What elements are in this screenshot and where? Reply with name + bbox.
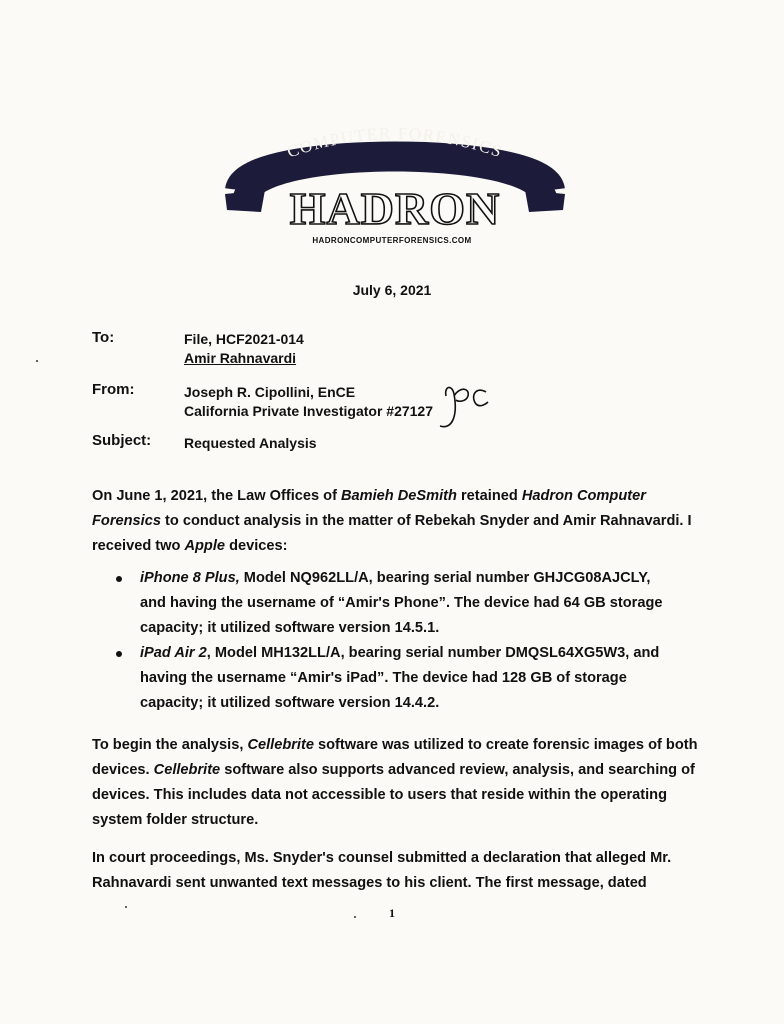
from-label: From:: [92, 381, 135, 398]
subject-value: Requested Analysis: [184, 435, 317, 451]
to-label: To:: [92, 329, 115, 346]
logo-name: HADRON: [289, 183, 501, 234]
hadron-logo: [225, 120, 565, 250]
device-name: iPhone 8 Plus,: [140, 570, 240, 586]
paragraph-engagement: On June 1, 2021, the Law Offices of Bamieh DeSmith retained Hadron Computer Forensics to conduct analysis in the matter of Rebekah Snyder and Amir Rahnavardi. I received two Apple devices:: [92, 488, 692, 554]
logo-arc-text: COMPUTER FORENSICS: [284, 123, 506, 162]
list-item-iphone: iPhone 8 Plus, Model NQ962LL/A, bearing serial number GHJCG08AJCLY, and having the username of “Amir's Phone”. The device had 64 GB storage capacity; it utilized software version 14.5.1.: [110, 566, 670, 641]
device-list: [110, 566, 670, 716]
list-item-ipad: iPad Air 2, Model MH132LL/A, bearing serial number DMQSL64XG5W3, and having the username “Amir's iPad”. The device had 128 GB of storage capacity; it utilized software version 14.4.2.: [110, 641, 670, 716]
bullet-icon: [116, 576, 122, 582]
law-firm-name: Bamieh DeSmith: [340, 488, 457, 504]
paragraph-analysis: To begin the analysis, Cellebrite software was utilized to create forensic images of both devices. Cellebrite software also supports advanced review, analysis, and searching of devices. This includes data not accessible to users that reside within the operating system folder structure.: [92, 737, 698, 828]
from-line-1: Joseph R. Cipollini, EnCE: [184, 384, 356, 400]
scan-speck: [36, 360, 38, 362]
device-name: iPad Air 2: [140, 645, 207, 661]
from-value: [184, 383, 433, 421]
software-name: Cellebrite: [153, 762, 221, 778]
company-website: HADRONCOMPUTERFORENSICS.COM: [312, 236, 472, 245]
company-name: Hadron Computer Forensics: [92, 488, 646, 529]
brand-name: Apple: [184, 538, 226, 554]
to-value: [184, 330, 304, 368]
memo-date: July 6, 2021: [352, 282, 432, 298]
subject-label: Subject:: [92, 432, 152, 449]
from-line-2: California Private Investigator #27127: [184, 403, 433, 419]
bullet-icon: [116, 651, 122, 657]
to-line-1: File, HCF2021-014: [184, 331, 304, 347]
to-line-2: Amir Rahnavardi: [184, 350, 297, 366]
handwritten-initials-signature: [430, 382, 490, 432]
software-name: Cellebrite: [247, 737, 314, 753]
page-number: 1: [389, 906, 395, 920]
scan-speck: [125, 906, 127, 908]
scan-speck: [354, 916, 356, 918]
paragraph-court: In court proceedings, Ms. Snyder's counsel submitted a declaration that alleged Mr. Rahnavardi sent unwanted text messages to his client. The first message, dated: [92, 850, 672, 891]
